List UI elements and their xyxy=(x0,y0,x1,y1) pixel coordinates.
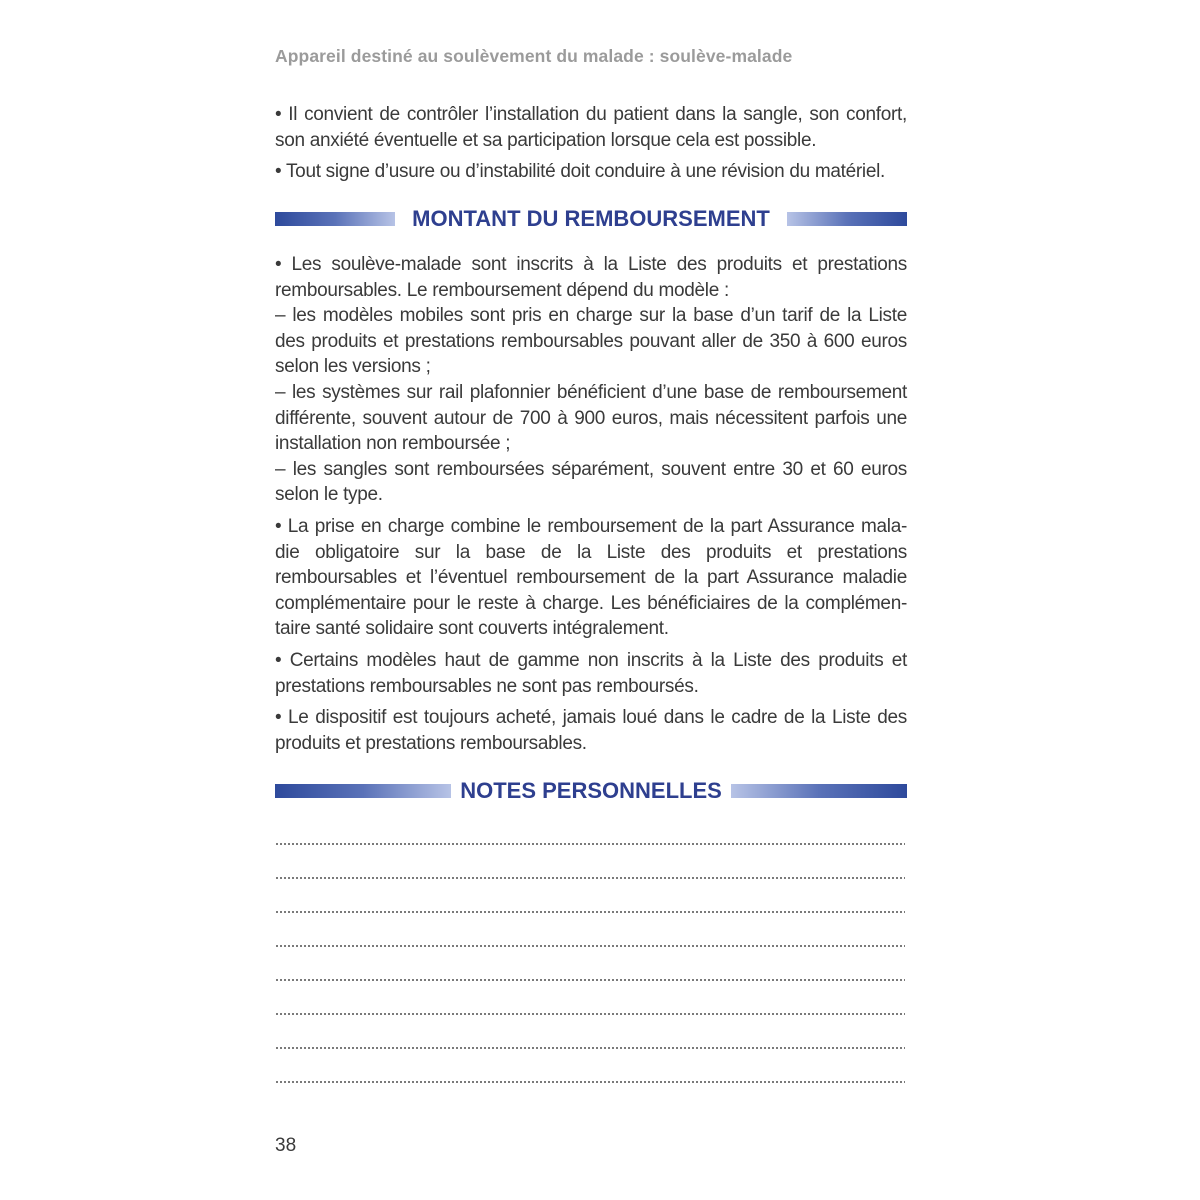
notes-blank-line[interactable] xyxy=(275,877,905,879)
text-line: remboursables. Le remboursement dépend du modèle : xyxy=(275,279,729,301)
text-line: – les modèles mobiles sont pris en charge sur la base d’un tarif de la Liste xyxy=(275,305,907,327)
notes-blank-line[interactable] xyxy=(275,945,905,947)
text-line: – les sangles sont remboursées séparément, souvent entre 30 et 60 euros xyxy=(275,458,907,480)
text-line: selon le type. xyxy=(275,484,383,506)
text-line: • Certains modèles haut de gamme non inscrits à la Liste des produits et xyxy=(275,649,907,671)
text-line: • Le dispositif est toujours acheté, jamais loué dans le cadre de la Liste des xyxy=(275,707,907,729)
text-line: produits et prestations remboursables. xyxy=(275,732,587,754)
heading-band-left xyxy=(275,212,395,226)
text-line: • Tout signe d’usure ou d’instabilité doit conduire à une révision du matériel. xyxy=(275,161,885,183)
text-line: – les systèmes sur rail plafonnier bénéficient d’une base de remboursement xyxy=(275,381,907,403)
text-line: prestations remboursables ne sont pas remboursés. xyxy=(275,675,699,697)
page-number: 38 xyxy=(275,1135,297,1156)
text-line: complémentaire pour le reste à charge. Les bénéficiaires de la complémen- xyxy=(275,592,907,614)
notes-blank-line[interactable] xyxy=(275,1081,905,1083)
notes-blank-line[interactable] xyxy=(275,979,905,981)
text-line: taire santé solidaire sont couverts intégralement. xyxy=(275,618,669,640)
reimbursement-paragraph xyxy=(275,514,907,642)
reimbursement-paragraph xyxy=(275,648,907,699)
section-title: MONTANT DU REMBOURSEMENT xyxy=(412,206,770,231)
reimbursement-paragraph xyxy=(275,252,907,508)
text-line: selon les versions ; xyxy=(275,356,431,378)
heading-band-right xyxy=(787,212,907,226)
intro-paragraph xyxy=(275,159,907,185)
notes-blank-line[interactable] xyxy=(275,843,905,845)
heading-band-left xyxy=(275,784,451,798)
notes-blank-line[interactable] xyxy=(275,1013,905,1015)
text-line: remboursables et l’éventuel remboursement de la part Assurance maladie xyxy=(275,567,907,589)
running-header: Appareil destiné au soulèvement du malade : soulève-malade xyxy=(275,46,793,66)
text-line: son anxiété éventuelle et sa participation lorsque cela est possible. xyxy=(275,129,817,151)
intro-block xyxy=(275,102,907,185)
reimbursement-block xyxy=(275,252,907,756)
notes-blank-line[interactable] xyxy=(275,911,905,913)
section-heading-reimbursement xyxy=(275,204,907,234)
text-line: différente, souvent autour de 700 à 900 euros, mais nécessitent parfois une xyxy=(275,407,907,429)
reimbursement-paragraph xyxy=(275,705,907,756)
text-line: • Il convient de contrôler l’installation du patient dans la sangle, son confort, xyxy=(275,104,907,125)
notes-blank-line[interactable] xyxy=(275,1047,905,1049)
text-line: des produits et prestations remboursables pouvant aller de 350 à 600 euros xyxy=(275,330,907,352)
text-line: die obligatoire sur la base de la Liste des produits et prestations xyxy=(275,541,907,563)
section-heading-notes xyxy=(275,776,907,806)
text-line: installation non remboursée ; xyxy=(275,433,511,455)
heading-band-right xyxy=(731,784,907,798)
text-line: • Les soulève-malade sont inscrits à la Liste des produits et prestations xyxy=(275,254,907,275)
section-title: NOTES PERSONNELLES xyxy=(460,778,722,803)
intro-paragraph xyxy=(275,102,907,153)
text-line: • La prise en charge combine le remboursement de la part Assurance mala- xyxy=(275,515,907,537)
